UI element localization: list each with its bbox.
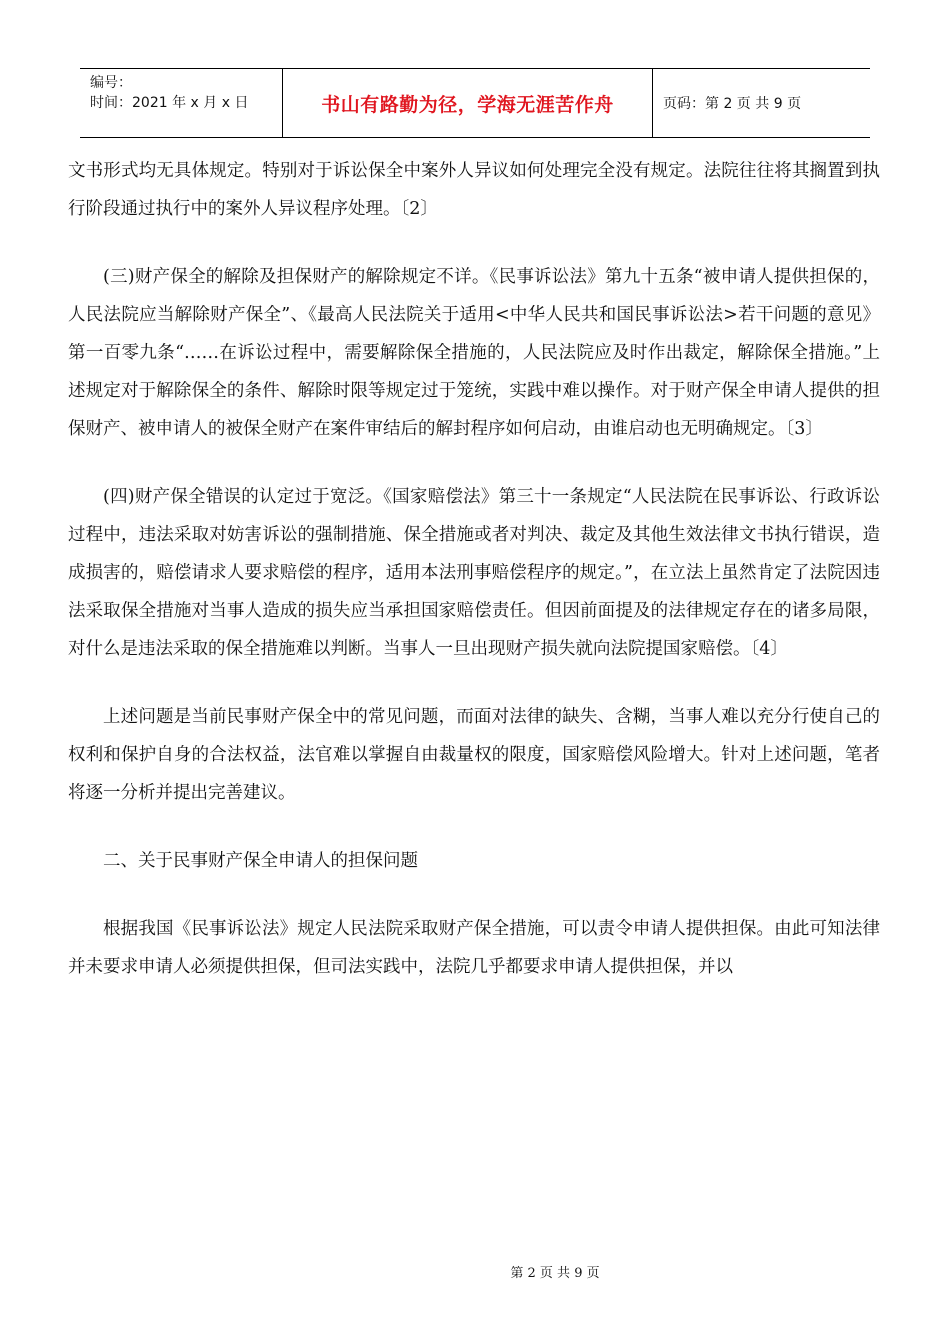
document-date-label: 时间：2021 年 x 月 x 日 [90, 95, 249, 111]
document-header [80, 68, 870, 138]
document-number-label: 编号： [90, 75, 132, 91]
document-body [68, 152, 880, 1016]
paragraph-guarantee: 根据我国《民事诉讼法》规定人民法院采取财产保全措施，可以责令申请人提供担保。由此可知法律并未要求申请人必须提供担保，但司法实践中，法院几乎都要求申请人提供担保，并以 [68, 919, 880, 977]
header-motto: 书山有路勤为径，学海无涯苦作舟 [283, 69, 653, 137]
paragraph-section-4: (四)财产保全错误的认定过于宽泛。《国家赔偿法》第三十一条规定“人民法院在民事诉讼、行政诉讼过程中，违法采取对妨害诉讼的强制措施、保全措施或者对判决、裁定及其他生效法律文书执行错误，造成损害的，赔偿请求人要求赔偿的程序，适用本法刑事赔偿程序的规定。”，在立法上虽然肯定了法院因违法采取保全措施对当事人造成的损失应当承担国家赔偿责任。但因前面提及的法律规定存在的诸多局限，对什么是违法采取的保全措施难以判断。当事人一旦出现财产损失就向法院提国家赔偿。〔4〕 [68, 487, 880, 659]
page-footer: 第 2 页 共 9 页 [510, 1266, 600, 1281]
paragraph-continuation: 文书形式均无具体规定。特别对于诉讼保全中案外人异议如何处理完全没有规定。法院往往将其搁置到执行阶段通过执行中的案外人异议程序处理。〔2〕 [68, 161, 880, 219]
paragraph-summary: 上述问题是当前民事财产保全中的常见问题，而面对法律的缺失、含糊，当事人难以充分行使自己的权利和保护自身的合法权益，法官难以掌握自由裁量权的限度，国家赔偿风险增大。针对上述问题，笔者将逐一分析并提出完善建议。 [68, 707, 880, 803]
header-page-number: 页码：第 2 页 共 9 页 [663, 96, 802, 112]
section-heading-2: 二、关于民事财产保全申请人的担保问题 [103, 851, 418, 871]
paragraph-section-3: (三)财产保全的解除及担保财产的解除规定不详。《民事诉讼法》第九十五条“被申请人提供担保的，人民法院应当解除财产保全”、《最高人民法院关于适用<中华人民共和国民事诉讼法>若干问题的意见》第一百零九条“……在诉讼过程中，需要解除保全措施的，人民法院应及时作出裁定，解除保全措施。”上述规定对于解除保全的条件、解除时限等规定过于笼统，实践中难以操作。对于财产保全申请人提供的担保财产、被申请人的被保全财产在案件审结后的解封程序如何启动，由谁启动也无明确规定。〔3〕 [68, 267, 880, 439]
header-meta-cell [80, 69, 283, 137]
